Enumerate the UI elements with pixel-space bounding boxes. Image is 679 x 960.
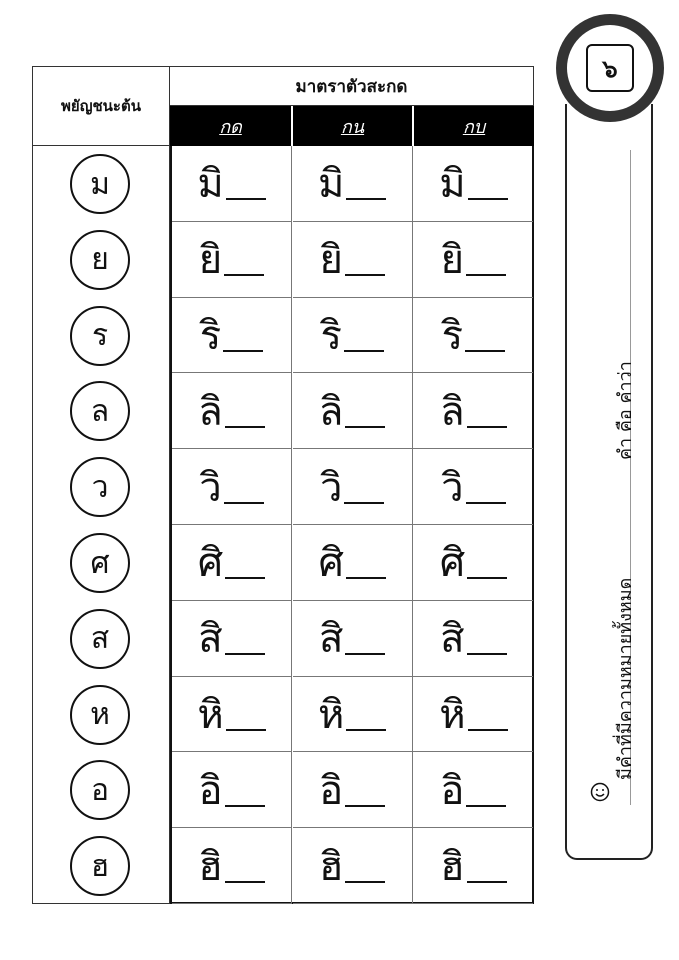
syllable-prefix: ลิ	[318, 388, 344, 435]
blank-line[interactable]	[345, 394, 385, 428]
blank-line[interactable]	[466, 470, 506, 504]
answer-cell[interactable]	[413, 222, 533, 298]
syllable-prefix: ยิ	[198, 237, 223, 284]
blank-line[interactable]	[467, 849, 507, 883]
syllable-prefix: หิ	[318, 691, 345, 738]
blank-line[interactable]	[225, 545, 265, 579]
blank-line[interactable]	[225, 621, 265, 655]
blank-line[interactable]	[225, 394, 265, 428]
title-label: มาตราตัวสะกด	[295, 76, 408, 97]
answer-cell[interactable]	[293, 449, 413, 525]
subheader-kop	[412, 106, 534, 146]
answer-cell[interactable]	[293, 146, 413, 222]
syllable-prefix: ศิ	[318, 540, 344, 587]
answer-cell[interactable]	[293, 677, 413, 753]
syllable-prefix: หิ	[439, 691, 466, 738]
syllable-prefix: สิ	[198, 616, 223, 663]
answer-cell[interactable]	[413, 449, 533, 525]
subheader-kop-label: กบ	[462, 116, 486, 138]
syllable-prefix: ลิ	[198, 388, 223, 435]
syllable-prefix: ยิ	[319, 237, 343, 284]
syllable-prefix: ศิ	[439, 540, 466, 587]
answer-cell[interactable]	[172, 449, 292, 525]
syllable-prefix: วิ	[319, 464, 343, 511]
answer-cell[interactable]	[413, 525, 533, 601]
blank-line[interactable]	[467, 545, 507, 579]
blank-line[interactable]	[346, 166, 386, 200]
consonant-circle: ล	[70, 381, 130, 441]
blank-line[interactable]	[467, 621, 507, 655]
syllable-prefix: ริ	[199, 312, 222, 359]
blank-line[interactable]	[345, 773, 385, 807]
syllable-prefix: ฮิ	[198, 843, 223, 890]
consonant-circle: ว	[70, 457, 130, 517]
consonant-column-label: พยัญชนะต้น	[61, 97, 141, 115]
blank-line[interactable]	[226, 697, 266, 731]
syllable-prefix: ยิ	[440, 237, 465, 284]
consonant-circle: ม	[70, 154, 130, 214]
blank-line[interactable]	[344, 470, 384, 504]
syllable-prefix: วิ	[441, 464, 464, 511]
blank-line[interactable]	[345, 242, 385, 276]
syllable-prefix: มิ	[439, 161, 466, 208]
consonant-column-header	[32, 66, 170, 146]
blank-line[interactable]	[224, 470, 264, 504]
syllable-prefix: สิ	[440, 616, 465, 663]
syllable-prefix: ริ	[320, 312, 342, 359]
answer-cell[interactable]	[293, 373, 413, 449]
consonant-circle: ฮ	[70, 836, 130, 896]
blank-line[interactable]	[468, 697, 508, 731]
answer-cell[interactable]	[172, 373, 292, 449]
answer-cell[interactable]	[413, 298, 533, 374]
answer-cell[interactable]	[293, 752, 413, 828]
answer-cell[interactable]	[293, 298, 413, 374]
answer-cell[interactable]	[293, 828, 413, 904]
answer-panel	[565, 104, 653, 860]
subheader-kon	[291, 106, 412, 146]
subheader-kot-label: กด	[219, 116, 242, 138]
answer-cell[interactable]	[172, 146, 292, 222]
answer-cell[interactable]	[172, 752, 292, 828]
final-consonant-title	[170, 66, 534, 106]
answer-cell[interactable]	[293, 222, 413, 298]
blank-line[interactable]	[467, 394, 507, 428]
syllable-prefix: ฮิ	[440, 843, 465, 890]
consonant-column	[32, 146, 170, 904]
syllable-prefix: อิ	[198, 767, 223, 814]
answer-cell[interactable]	[413, 601, 533, 677]
answer-prompt-words: คำ คือ คำว่า	[615, 361, 636, 460]
syllable-prefix: อิ	[319, 767, 344, 814]
blank-line[interactable]	[466, 242, 506, 276]
blank-line[interactable]	[465, 318, 505, 352]
answer-cell[interactable]	[293, 601, 413, 677]
blank-line[interactable]	[466, 773, 506, 807]
answer-cell[interactable]	[293, 525, 413, 601]
worksheet-grid	[170, 146, 534, 904]
blank-line[interactable]	[225, 773, 265, 807]
syllable-prefix: ศิ	[197, 540, 224, 587]
blank-line[interactable]	[226, 166, 266, 200]
answer-cell[interactable]	[413, 146, 533, 222]
syllable-prefix: สิ	[318, 616, 344, 663]
answer-cell[interactable]	[413, 373, 533, 449]
answer-cell[interactable]	[172, 677, 292, 753]
blank-line[interactable]	[223, 318, 263, 352]
answer-cell[interactable]	[172, 222, 292, 298]
consonant-circle: ศ	[70, 533, 130, 593]
lesson-number: ๖	[586, 44, 634, 92]
syllable-prefix: มิ	[197, 161, 224, 208]
blank-line[interactable]	[345, 849, 385, 883]
subheader-kon-label: กน	[340, 116, 365, 138]
answer-cell[interactable]	[172, 298, 292, 374]
consonant-circle: ร	[70, 306, 130, 366]
syllable-prefix: ฮิ	[318, 843, 344, 890]
consonant-circle: ห	[70, 685, 130, 745]
syllable-prefix: ริ	[441, 312, 464, 359]
consonant-circle: อ	[70, 760, 130, 820]
syllable-prefix: หิ	[197, 691, 224, 738]
syllable-prefix: ลิ	[440, 388, 465, 435]
answer-cell[interactable]	[413, 828, 533, 904]
answer-cell[interactable]	[172, 601, 292, 677]
consonant-circle: ส	[70, 609, 130, 669]
syllable-prefix: อิ	[440, 767, 465, 814]
blank-line[interactable]	[344, 318, 384, 352]
blank-line[interactable]	[225, 849, 265, 883]
blank-line[interactable]	[224, 242, 264, 276]
subheader-kot	[170, 106, 291, 146]
syllable-prefix: มิ	[318, 161, 345, 208]
answer-cell[interactable]	[413, 752, 533, 828]
blank-line[interactable]	[345, 621, 385, 655]
blank-line[interactable]	[346, 697, 386, 731]
answer-prompt-total: มีคำที่มีความหมายทั้งหมด	[615, 577, 636, 780]
answer-cell[interactable]	[172, 525, 292, 601]
answer-cell[interactable]	[172, 828, 292, 904]
blank-line[interactable]	[346, 545, 386, 579]
blank-line[interactable]	[468, 166, 508, 200]
answer-cell[interactable]	[413, 677, 533, 753]
consonant-circle: ย	[70, 230, 130, 290]
syllable-prefix: วิ	[199, 464, 222, 511]
smiley-icon	[590, 782, 610, 802]
lesson-badge	[556, 14, 664, 122]
